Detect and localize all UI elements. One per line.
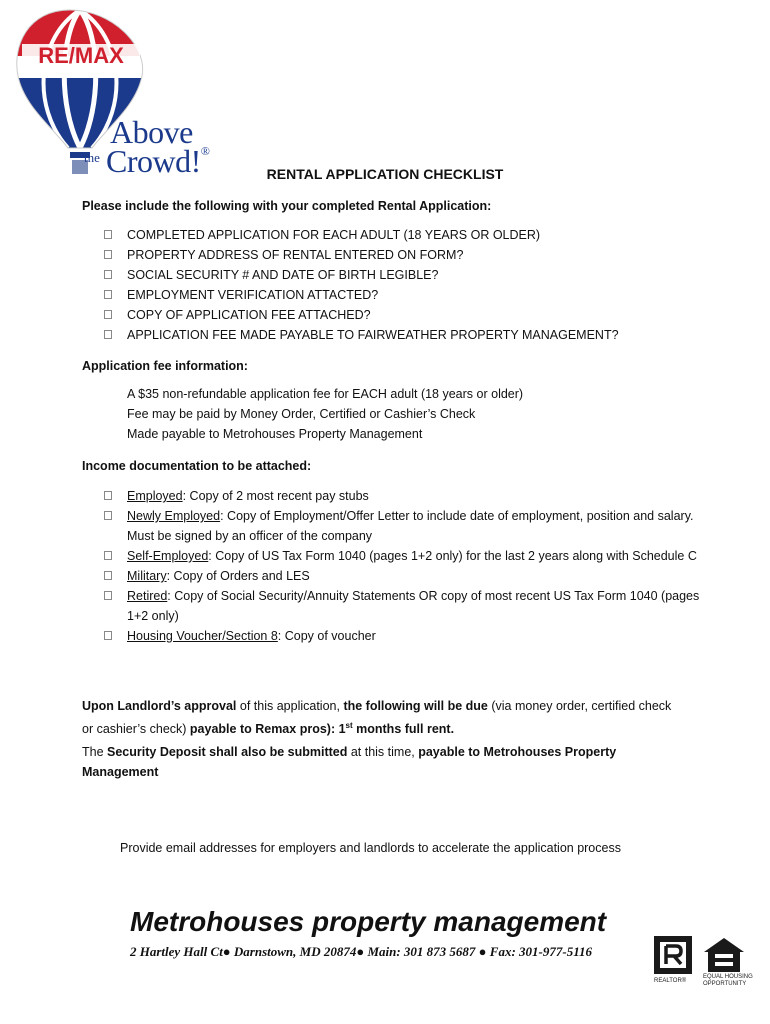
checkbox[interactable] [104,511,112,520]
deposit-bold: payable to Metrohouses Property Management [82,745,617,779]
checkbox[interactable] [104,551,112,560]
income-item-text: : Copy of Social Security/Annuity Statements OR copy of most recent US Tax Form 1040 (pages 1+2 only) [127,589,700,623]
deposit-text: at this time, [347,745,419,759]
income-item [104,506,704,546]
checklist-item [104,325,619,345]
approval-paragraph [82,696,682,739]
page-title: RENTAL APPLICATION CHECKLIST [266,166,504,182]
eho-label-2: OPPORTUNITY [703,981,747,987]
remax-wordmark: RE/MAX [38,43,124,68]
income-item [104,566,704,586]
checkbox[interactable] [104,310,112,319]
checklist-item-text: APPLICATION FEE MADE PAYABLE TO FAIRWEATHER PROPERTY MANAGEMENT? [127,328,619,342]
income-item [104,486,704,506]
checklist-item-text: PROPERTY ADDRESS OF RENTAL ENTERED ON FORM? [127,248,464,262]
income-item-label: Military [127,569,167,583]
income-item-label: Employed [127,489,183,503]
approval-text: (via money order, certified check or cashier’s check) [82,699,672,737]
checklist-item [104,265,619,285]
fee-line: Made payable to Metrohouses Property Management [127,427,423,441]
deposit-paragraph [82,742,662,782]
income-item-text: : Copy of voucher [277,629,376,643]
company-address: 2 Hartley Hall Ct● Darnstown, MD 20874● Main: 301 873 5687 ● Fax: 301-977-5116 [130,944,592,959]
email-note: Provide email addresses for employers and landlords to accelerate the application process [120,841,621,855]
deposit-bold: Security Deposit shall also be submitted [107,745,348,759]
checkbox[interactable] [104,631,112,640]
income-documentation-list [104,486,704,646]
approval-bold: payable to Remax pros): 1 [189,722,346,737]
income-item-label: Self-Employed [127,549,209,563]
approval-bold: months full rent. [352,722,455,737]
tagline-the: the [84,150,100,165]
checklist-item-text: COPY OF APPLICATION FEE ATTACHED? [127,308,371,322]
checklist-item-text: SOCIAL SECURITY # AND DATE OF BIRTH LEGIBLE? [127,268,439,282]
checkbox[interactable] [104,330,112,339]
income-item-label: Newly Employed [127,509,221,523]
income-item-text: : Copy of Orders and LES [166,569,310,583]
checklist-item [104,285,619,305]
fee-info [127,384,523,444]
checklist-item [104,305,619,325]
fee-line: A $35 non-refundable application fee for EACH adult (18 years or older) [127,387,524,401]
income-item [104,626,704,646]
approval-superscript: st [345,721,353,730]
checklist-item [104,245,619,265]
checkbox[interactable] [104,270,112,279]
registered-mark: ® [200,144,210,158]
intro-text: Please include the following with your completed Rental Application: [82,199,492,213]
application-checklist [104,225,619,345]
fee-heading: Application fee information: [82,359,248,373]
income-heading: Income documentation to be attached: [82,459,312,473]
income-item-text: : Copy of 2 most recent pay stubs [182,489,369,503]
checkbox[interactable] [104,571,112,580]
checkbox[interactable] [104,290,112,299]
approval-bold: Upon Landlord’s approval [82,699,237,713]
checkbox[interactable] [104,230,112,239]
eho-label-1: EQUAL HOUSING [703,974,753,980]
income-item [104,586,704,626]
checklist-item-text: COMPLETED APPLICATION FOR EACH ADULT (18 YEARS OR OLDER) [127,228,541,242]
tagline-crowd-text: Crowd! [106,143,201,179]
approval-bold: the following will be due [343,699,488,713]
checklist-item-text: EMPLOYMENT VERIFICATION ATTACTED? [127,288,379,302]
income-item-label: Retired [127,589,168,603]
income-item-label: Housing Voucher/Section 8 [127,629,278,643]
checkbox[interactable] [104,491,112,500]
income-item-text: : Copy of US Tax Form 1040 (pages 1+2 only) for the last 2 years along with Schedule C [208,549,697,563]
fee-line: Fee may be paid by Money Order, Certified or Cashier’s Check [127,407,476,421]
tagline-above: Above [110,114,193,150]
checkbox[interactable] [104,591,112,600]
checkbox[interactable] [104,250,112,259]
approval-text: of this application, [236,699,344,713]
company-name: Metrohouses property management [130,906,607,937]
income-item-text: : Copy of Employment/Offer Letter to include date of employment, position and salary. Must be signed by an officer of the company [127,509,694,543]
income-item [104,546,704,566]
checklist-item [104,225,619,245]
realtor-label: REALTOR® [654,978,687,984]
deposit-text: The [82,745,108,759]
